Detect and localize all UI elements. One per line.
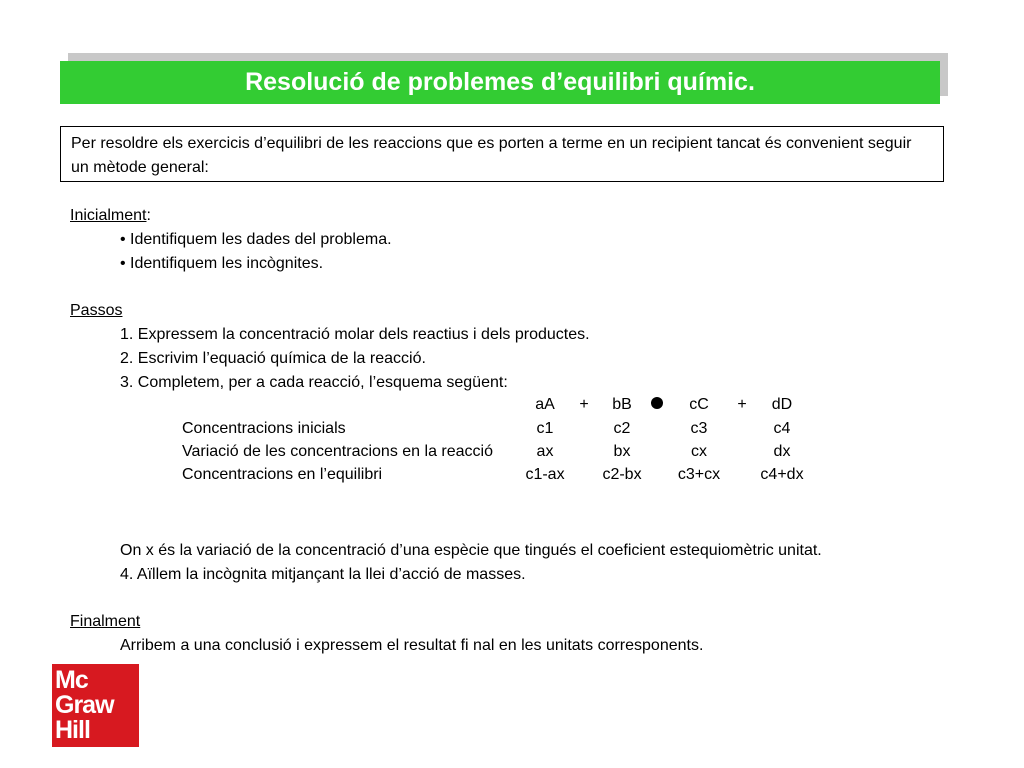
mcgraw-hill-logo: [52, 664, 139, 747]
initially-item-1: • Identifiquem les dades del problema.: [120, 231, 392, 248]
row-equilibrium-value: c1-ax: [525, 466, 565, 483]
row-initial-label: Concentracions inicials: [182, 420, 346, 437]
finally-text: Arribem a una conclusió i expressem el resultat fi nal en les unitats corresponents.: [120, 637, 704, 654]
intro-box: [60, 126, 944, 182]
initially-item-2: • Identifiquem les incògnites.: [120, 255, 324, 272]
steps-note: On x és la variació de la concentració d’una espècie que tingués el coeficient estequiomètric unitat.: [120, 542, 822, 559]
row-initial-value: c4: [773, 420, 791, 437]
species-plus-1: +: [579, 396, 589, 413]
row-variation-value: bx: [613, 443, 631, 460]
logo-line-2: Graw: [55, 691, 114, 719]
row-initial-value: c2: [613, 420, 631, 437]
species-bB: bB: [612, 396, 632, 413]
intro-text: Per resoldre els exercicis d’equilibri de les reaccions que es porten a terme en un recipient tancat és convenient seguir un mètode general:: [71, 135, 912, 176]
row-initial-value: c3: [690, 420, 708, 437]
initially-heading: Inicialment: [70, 207, 147, 224]
row-variation-value: cx: [691, 443, 707, 460]
row-variation-value: ax: [536, 443, 554, 460]
page-title: Resolució de problemes d’equilibri químic.: [245, 68, 755, 96]
step-1: 1. Expressem la concentració molar dels reactius i dels productes.: [120, 326, 590, 343]
row-variation-label: Variació de les concentracions en la reacció: [182, 443, 493, 460]
step-2: 2. Escrivim l’equació química de la reacció.: [120, 350, 426, 367]
row-initial-value: c1: [536, 420, 554, 437]
logo-line-1: Mc: [55, 666, 88, 694]
initially-heading-line: [70, 206, 151, 226]
initially-colon: :: [146, 207, 151, 224]
steps-heading: Passos: [70, 302, 123, 319]
row-equilibrium-value: c4+dx: [760, 466, 804, 483]
species-aA: aA: [535, 396, 555, 413]
species-cC: cC: [689, 396, 709, 413]
logo-line-3: Hill: [55, 716, 90, 744]
species-plus-2: +: [737, 396, 747, 413]
row-equilibrium-value: c3+cx: [677, 466, 721, 483]
row-equilibrium-value: c2-bx: [602, 466, 642, 483]
species-dD: dD: [771, 396, 793, 413]
finally-heading: Finalment: [70, 613, 141, 630]
equilibrium-dot-icon: [651, 397, 663, 409]
row-variation-value: dx: [773, 443, 791, 460]
step-4: 4. Aïllem la incògnita mitjançant la llei d’acció de masses.: [120, 566, 526, 583]
step-3: 3. Completem, per a cada reacció, l’esquema següent:: [120, 374, 508, 391]
title-bar: [60, 61, 940, 104]
row-equilibrium-label: Concentracions en l’equilibri: [182, 466, 383, 483]
